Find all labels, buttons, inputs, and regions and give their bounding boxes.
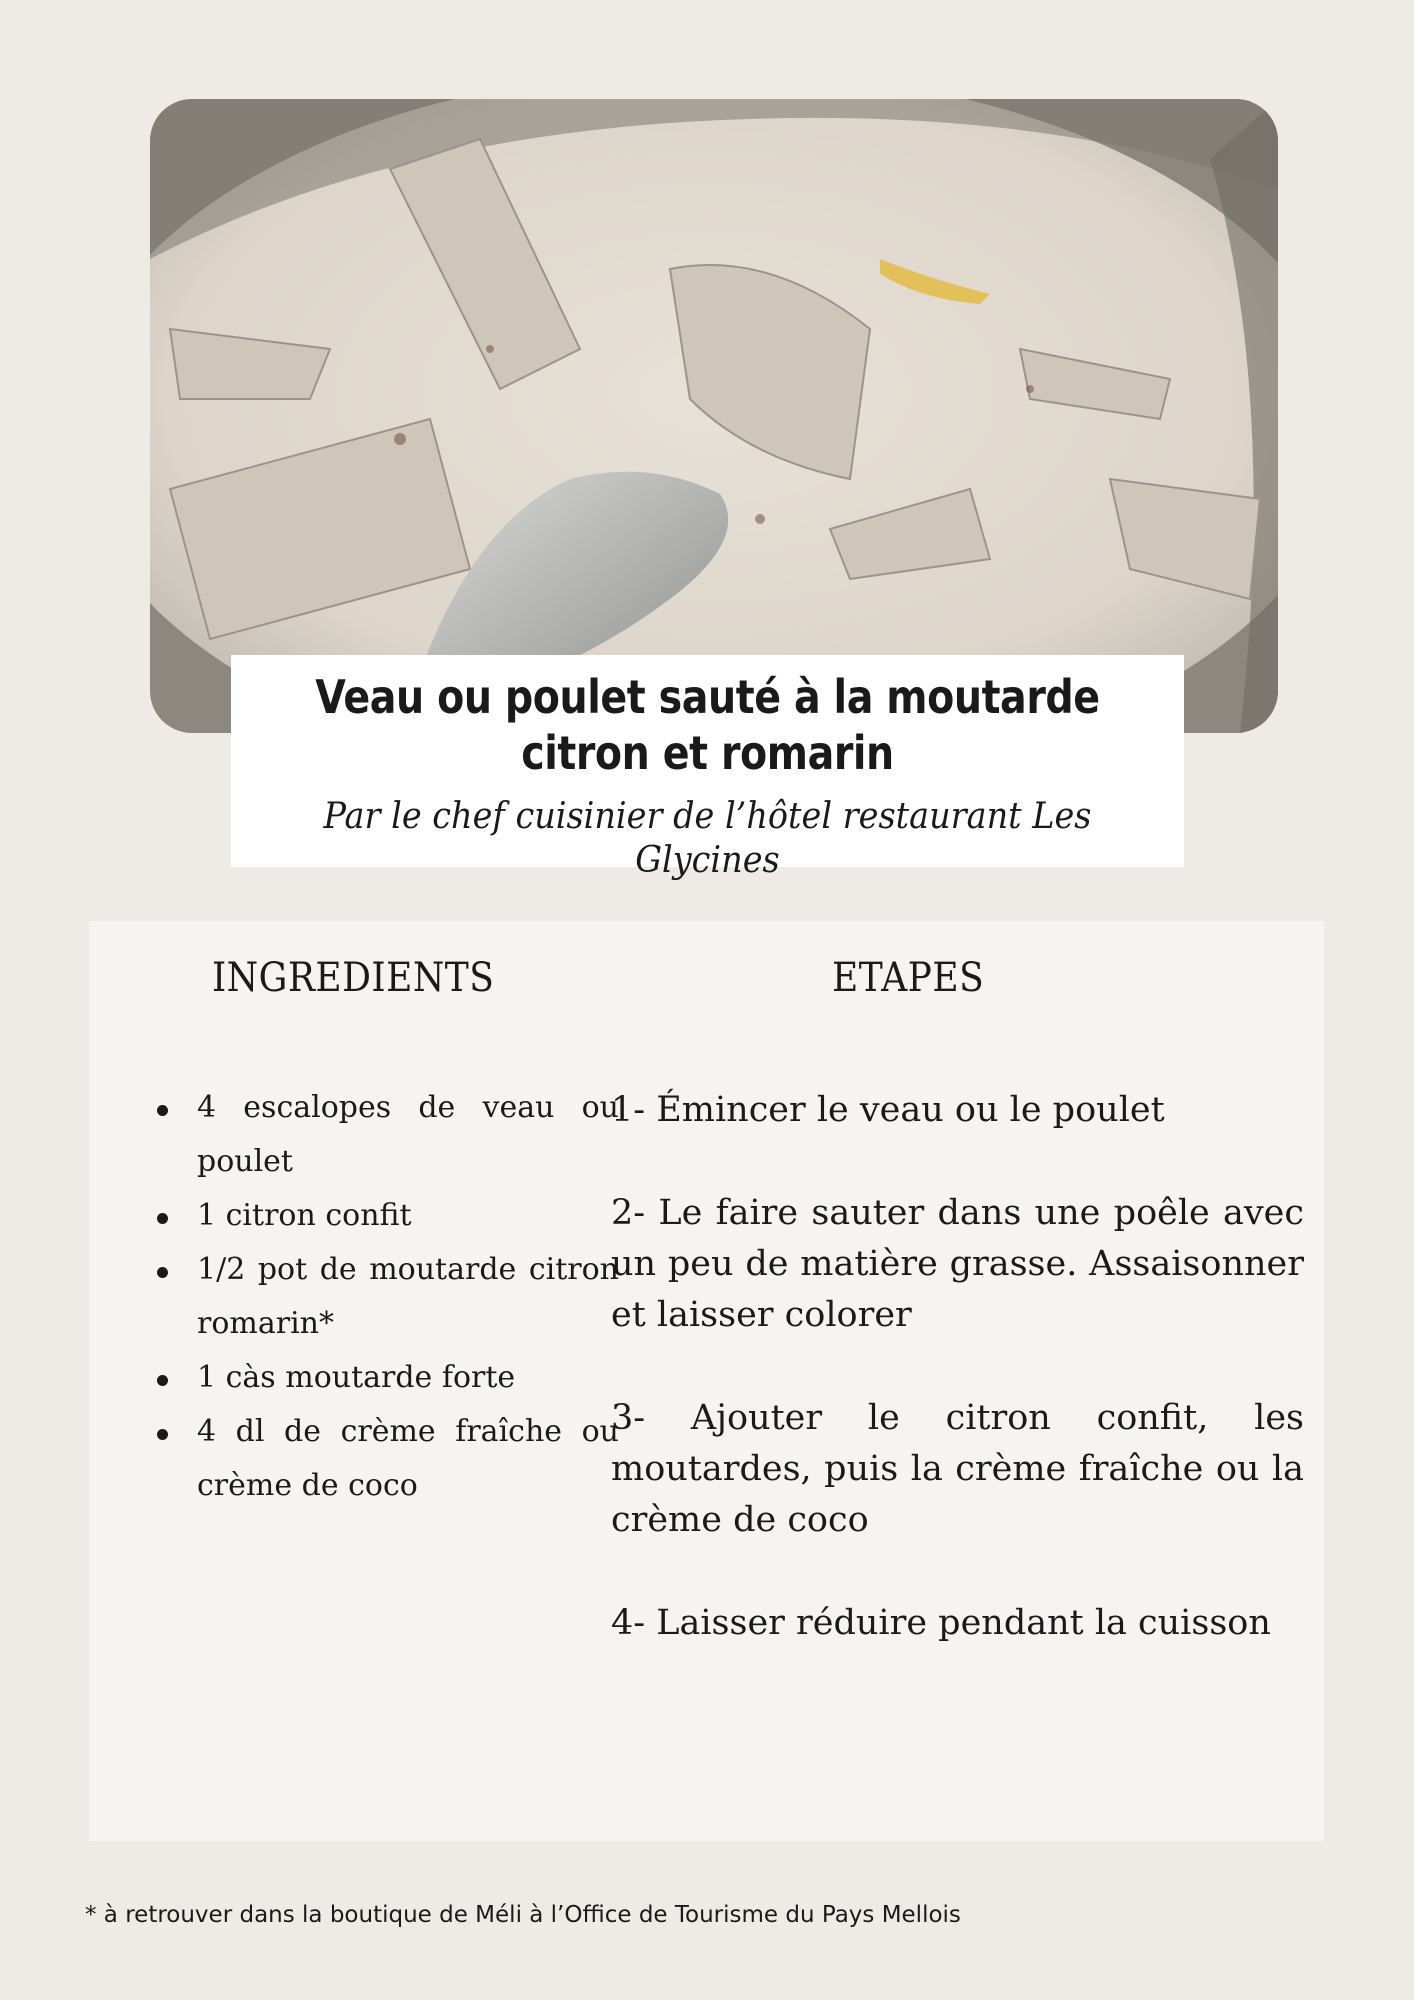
- dish-photo: [150, 99, 1278, 733]
- recipe-card: [89, 921, 1324, 1841]
- step-item: 2- Le faire sauter dans une poêle avec un peu de matière grasse. Assaisonner et laisser colorer: [611, 1193, 1304, 1335]
- ingredients-list: [129, 1081, 619, 1513]
- ingredient-item: 1/2 pot de moutarde citron romarin*: [159, 1243, 619, 1351]
- steps-heading: ETAPES: [832, 955, 985, 1001]
- ingredients-heading: INGREDIENTS: [212, 955, 495, 1001]
- step-item: 4- Laisser réduire pendant la cuisson: [611, 1603, 1271, 1643]
- recipe-subtitle: Par le chef cuisinier de l’hôtel restaurant Les Glycines: [323, 796, 1092, 881]
- ingredient-item: 1 càs moutarde forte: [159, 1351, 619, 1405]
- title-panel: [231, 655, 1184, 881]
- ingredient-item: 4 escalopes de veau ou poulet: [159, 1081, 619, 1189]
- step-item: 1- Émincer le veau ou le poulet: [611, 1090, 1165, 1130]
- ingredient-item: 4 dl de crème fraîche ou crème de coco: [159, 1405, 619, 1513]
- step-item: 3- Ajouter le citron confit, les moutardes, puis la crème fraîche ou la crème de coco: [611, 1398, 1304, 1540]
- ingredient-item: 1 citron confit: [159, 1189, 619, 1243]
- recipe-title: Veau ou poulet sauté à la moutarde citron et romarin: [315, 670, 1100, 780]
- steps-list: [611, 1085, 1304, 1701]
- dish-photo-illustration: [150, 99, 1278, 733]
- footnote: * à retrouver dans la boutique de Méli à l’Office de Tourisme du Pays Mellois: [85, 1902, 961, 1928]
